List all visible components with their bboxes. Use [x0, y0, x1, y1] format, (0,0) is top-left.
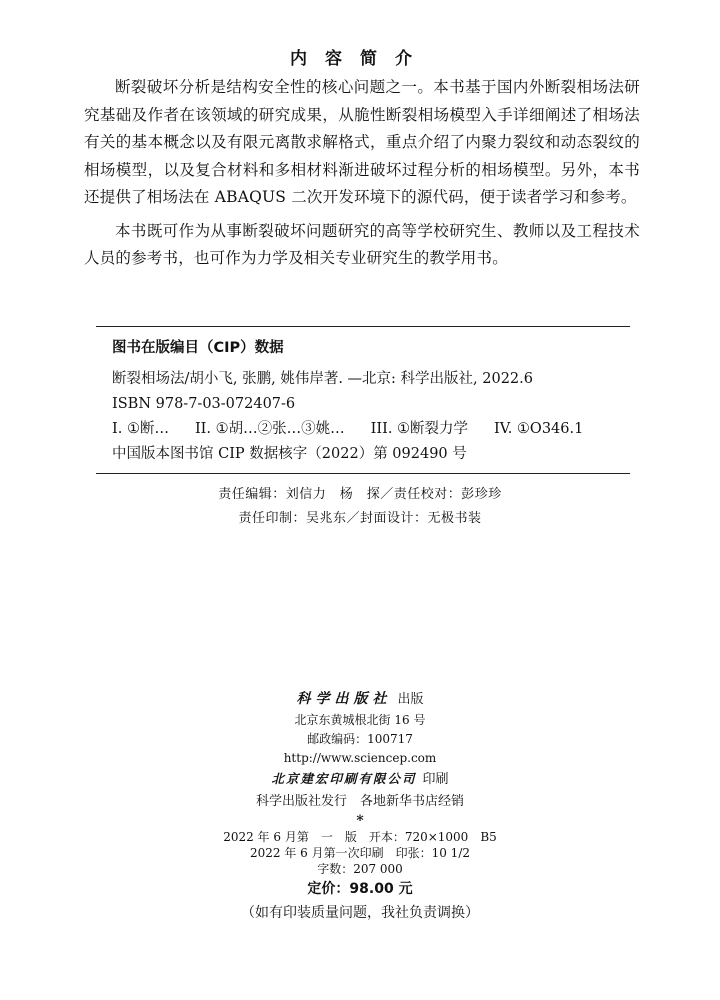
publisher-name-suffix: 出版: [397, 692, 424, 707]
publisher-name-line: [0, 688, 720, 711]
printing-line: 2022 年 6 月第一次印刷 印张：10 1/2: [249, 846, 470, 860]
credits: [0, 483, 720, 531]
price: 定价：98.00 元: [307, 881, 413, 897]
word-count: 字数：207 000: [317, 862, 403, 876]
cip-catalog-number: 中国版本图书馆 CIP 数据核字（2022）第 092490 号: [112, 446, 467, 462]
intro-paragraph: 断裂破坏分析是结构安全性的核心问题之一。本书基于国内外断裂相场法研究基础及作者在该领域的研究成果，从脆性断裂相场模型入手详细阐述了相场法有关的基本概念以及有限元离散求解格式，重点介绍了内聚力裂纹和动态裂纹的相场模型，以及复合材料和多相材料渐进破坏过程分析的相场模型。另外，本书还提供了相场法在 ABAQUS 二次开发环境下的源代码，便于读者学习和参考。: [84, 78, 640, 206]
distribution-line: 科学出版社发行 各地新华书店经销: [255, 794, 464, 809]
cip-class-item: I. ①断…: [112, 421, 169, 437]
cip-classification: [112, 417, 630, 442]
cip-class-item: IV. ①O346.1: [494, 421, 584, 437]
cip-title-line: 断裂相场法/胡小飞, 张鹏, 姚伟岸著. —北京: 科学出版社, 2022.6: [112, 371, 533, 387]
cip-bottom-rule: [96, 473, 630, 474]
cip-heading: 图书在版编目（CIP）数据: [112, 340, 284, 356]
publisher-url: http://www.sciencep.com: [283, 751, 437, 765]
cip-top-rule: [96, 326, 630, 327]
cip-class-item: II. ①胡…②张…③姚…: [194, 421, 345, 437]
printer-suffix: 印刷: [422, 772, 449, 787]
quality-note: （如有印装质量问题，我社负责调换）: [241, 905, 479, 921]
publisher-logo-text: 科学出版社: [296, 691, 392, 707]
cip-isbn: ISBN 978-7-03-072407-6: [112, 396, 296, 412]
intro-abstract: [84, 74, 640, 279]
publisher-address: 北京东黄城根北街 16 号: [294, 713, 426, 727]
cip-block: [96, 326, 630, 474]
printer-name: 北京建宏印刷有限公司: [271, 771, 417, 786]
publisher-postcode: 邮政编码：100717: [307, 732, 413, 746]
separator-asterisk: *: [356, 813, 364, 829]
intro-title: 内容简介: [290, 49, 430, 69]
credits-production: 责任印制：吴兆东／封面设计：无极书装: [238, 511, 482, 526]
cip-class-item: III. ①断裂力学: [370, 421, 469, 437]
edition-line: 2022 年 6 月第 一 版 开本：720×1000 B5: [223, 830, 497, 844]
credits-editors: 责任编辑：刘信力 杨 探／责任校对：彭珍珍: [218, 487, 502, 502]
printer-line: [0, 768, 720, 791]
publisher-block: [0, 688, 720, 925]
intro-paragraph: 本书既可作为从事断裂破坏问题研究的高等学校研究生、教师以及工程技术人员的参考书，也可作为力学及相关专业研究生的教学用书。: [84, 221, 640, 267]
